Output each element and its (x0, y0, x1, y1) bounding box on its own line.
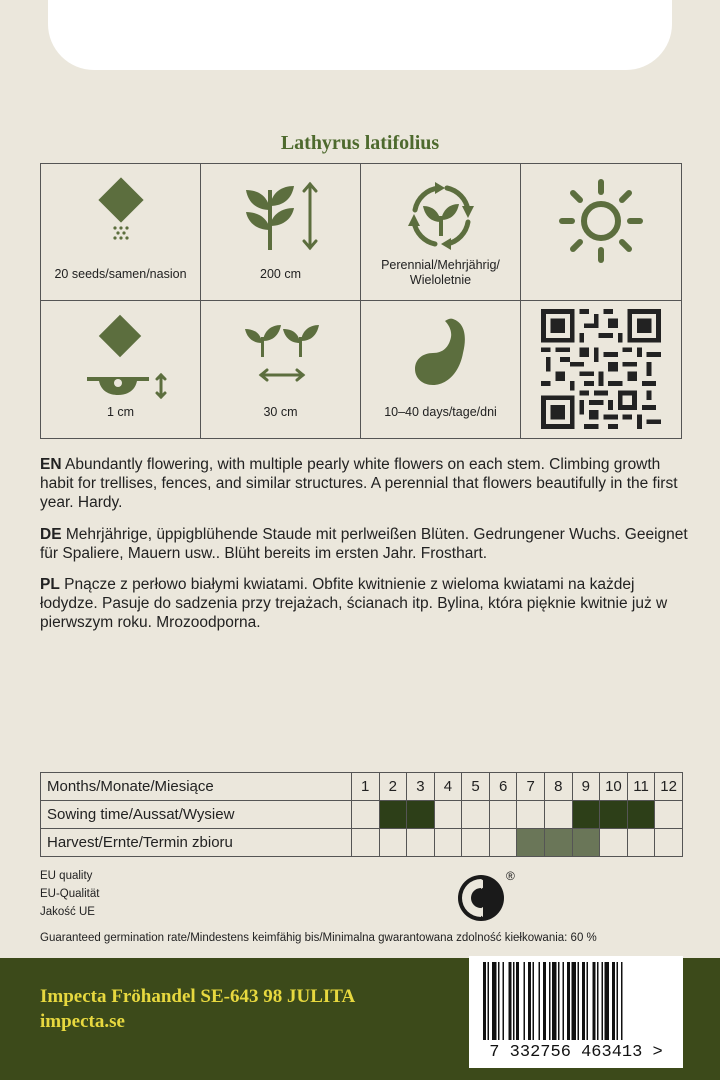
sowing-label: Sowing time/Aussat/Wysiew (41, 801, 352, 829)
perennial-cycle-icon (401, 176, 481, 256)
sowing-month-filled (600, 801, 628, 829)
registered-mark: ® (506, 869, 515, 883)
harvest-month-cell (627, 829, 655, 857)
plant-height-icon (236, 176, 326, 256)
sowing-month-filled (627, 801, 655, 829)
sowing-month-cell (517, 801, 545, 829)
month-header: 5 (462, 773, 490, 801)
spacing-cell (201, 301, 361, 438)
full-sun-icon (556, 176, 646, 266)
barcode (469, 956, 683, 1068)
plant-spacing-icon (231, 313, 331, 393)
hang-tab-cutout (48, 0, 672, 70)
harvest-month-filled (544, 829, 572, 857)
depth-label: 1 cm (106, 405, 135, 419)
barcode-digits: 7 332756 463413 > (489, 1043, 663, 1062)
germination-label: 10–40 days/tage/dni (384, 405, 497, 419)
lifecycle-label (365, 258, 516, 288)
plant-title: Lathyrus latifolius (280, 132, 440, 154)
sowing-month-filled (572, 801, 600, 829)
description-de-text: Mehrjährige, üppigblühende Staude mit perlweißen Blüten. Gedrungener Wuchs. Geeignet für Spaliere, Mauern usw.. Blüht bereits im ersten Jahr. Frosthart. (40, 526, 688, 562)
month-header: 1 (351, 773, 379, 801)
calendar-months-row (41, 773, 683, 801)
barcode-bars (479, 962, 673, 1040)
height-label: 200 cm (260, 267, 301, 281)
sowing-depth-icon (71, 313, 171, 401)
sowing-calendar (40, 772, 683, 857)
eu-quality-en: EU quality (40, 870, 93, 882)
germination-cell (361, 301, 521, 438)
harvest-month-cell (600, 829, 628, 857)
months-label: Months/Monate/Miesiące (41, 773, 352, 801)
harvest-month-cell (351, 829, 379, 857)
description-pl (40, 575, 690, 632)
month-header: 2 (379, 773, 407, 801)
harvest-month-cell (489, 829, 517, 857)
germination-seed-icon (401, 313, 481, 393)
sowing-month-cell (655, 801, 683, 829)
description-pl-text: Pnącze z perłowo białymi kwiatami. Obfite kwitnienie z wieloma kwiatami na każdej łodydze. Pasuje do sadzenia przy trejażach, ścianach itp. Bylina, która pięknie kwitnie już w pierwszym roku. Mrozoodporna. (40, 576, 668, 631)
harvest-month-cell (655, 829, 683, 857)
spacing-label: 30 cm (263, 405, 298, 419)
lang-code-en: EN (40, 456, 62, 473)
harvest-month-filled (572, 829, 600, 857)
sowing-month-cell (544, 801, 572, 829)
month-header: 7 (517, 773, 545, 801)
sowing-month-cell (489, 801, 517, 829)
qr-cell (521, 301, 681, 438)
company-website[interactable]: impecta.se (40, 1011, 125, 1032)
description-de (40, 525, 690, 563)
description-en (40, 455, 690, 512)
eu-quality-de: EU-Qualität (40, 888, 100, 900)
description-en-text: Abundantly flowering, with multiple pearly white flowers on each stem. Climbing growth habit for trellises, fences, and similar structures. A perennial that flowers beautifully in the first year. Hardy. (40, 456, 678, 511)
lang-code-de: DE (40, 526, 62, 543)
eu-quality-block (40, 867, 99, 921)
germination-rate: Guaranteed germination rate/Mindestens keimfähig bis/Minimalna gwarantowana zdolność kiełkowania: 60 % (40, 932, 597, 944)
lifecycle-line-1: Perennial/Mehrjährig/ (381, 258, 500, 272)
lifecycle-cell (361, 164, 521, 301)
harvest-month-cell (407, 829, 435, 857)
sowing-month-filled (379, 801, 407, 829)
lifecycle-line-2: Wieloletnie (409, 273, 472, 287)
month-header: 4 (434, 773, 462, 801)
harvest-month-filled (517, 829, 545, 857)
seed-packet-icon (81, 176, 161, 256)
seeds-cell (41, 164, 201, 301)
sowing-month-cell (434, 801, 462, 829)
harvest-month-cell (379, 829, 407, 857)
calendar-harvest-row (41, 829, 683, 857)
month-header: 11 (627, 773, 655, 801)
month-header: 8 (544, 773, 572, 801)
calendar-sowing-row (41, 801, 683, 829)
icon-grid (40, 163, 682, 439)
company-address: Impecta Fröhandel SE-643 98 JULITA (40, 986, 356, 1007)
month-header: 9 (572, 773, 600, 801)
month-header: 3 (407, 773, 435, 801)
harvest-month-cell (434, 829, 462, 857)
harvest-label: Harvest/Ernte/Termin zbioru (41, 829, 352, 857)
seed-count-label: 20 seeds/samen/nasion (54, 267, 187, 281)
sun-cell (521, 164, 681, 301)
month-header: 6 (489, 773, 517, 801)
sowing-month-cell (462, 801, 490, 829)
height-cell (201, 164, 361, 301)
month-header: 10 (600, 773, 628, 801)
depth-cell (41, 301, 201, 438)
harvest-month-cell (462, 829, 490, 857)
month-header: 12 (655, 773, 683, 801)
sowing-month-cell (351, 801, 379, 829)
green-dot-recycling-icon (456, 866, 522, 926)
sowing-month-filled (407, 801, 435, 829)
eu-quality-pl: Jakość UE (40, 906, 95, 918)
qr-code-icon[interactable] (541, 309, 661, 429)
lang-code-pl: PL (40, 576, 60, 593)
